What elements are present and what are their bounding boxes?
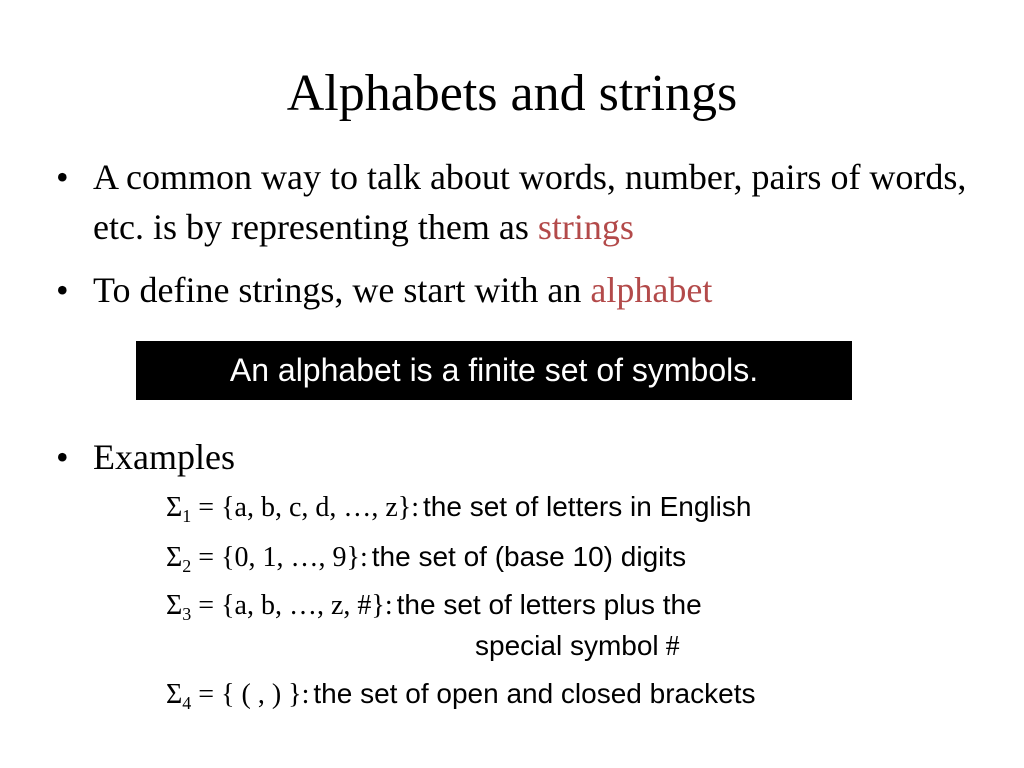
sigma-symbol: Σ	[166, 542, 183, 573]
bullet-text-main: A common way to talk about words, number, pairs of words, etc. is by representing them as	[93, 157, 967, 247]
sigma-index: 2	[182, 556, 192, 576]
bullet-text-main: To define strings, we start with an	[93, 270, 591, 310]
sigma-index: 4	[182, 693, 192, 713]
hash-symbol: #	[665, 631, 680, 662]
definition-text: An alphabet is a finite set of symbols.	[229, 352, 759, 388]
example-description: the set of letters in English	[423, 491, 752, 522]
set-definition: = {a, b, c, d, …, z}:	[191, 492, 420, 523]
example-row-1	[166, 487, 751, 528]
example-row-3-continuation	[475, 626, 680, 667]
sigma-symbol: Σ	[166, 492, 183, 523]
example-row-2	[166, 537, 686, 578]
bullet-marker: •	[56, 270, 69, 310]
sigma-symbol: Σ	[166, 679, 183, 710]
example-set	[166, 590, 393, 624]
example-description: the set of letters plus the	[396, 589, 702, 620]
example-description: the set of open and closed brackets	[313, 678, 756, 709]
bullet-text: Examples	[93, 437, 235, 477]
highlight-alphabet: alphabet	[590, 270, 713, 310]
sigma-index: 3	[182, 604, 192, 624]
set-definition: = {0, 1, …, 9}:	[191, 542, 368, 573]
sigma-index: 1	[182, 506, 192, 526]
example-row-3	[166, 585, 702, 626]
bullet-marker: •	[56, 437, 69, 477]
example-description: the set of (base 10) digits	[371, 541, 687, 572]
example-set	[166, 679, 310, 713]
bullet-text	[93, 152, 976, 252]
set-definition: = { ( , ) }:	[191, 679, 310, 710]
set-definition: = {a, b, …, z, #}:	[191, 590, 393, 621]
bullet-item-examples	[56, 432, 656, 482]
bullet-item-strings	[56, 152, 976, 252]
definition-box	[136, 341, 852, 400]
bullet-marker: •	[56, 157, 69, 197]
example-set	[166, 542, 368, 576]
bullet-text	[93, 265, 976, 315]
example-set	[166, 492, 420, 526]
highlight-strings: strings	[537, 207, 634, 247]
example-row-4	[166, 674, 755, 715]
example-description-cont: special symbol	[475, 630, 659, 661]
sigma-symbol: Σ	[166, 590, 183, 621]
slide-title: Alphabets and strings	[286, 65, 738, 122]
bullet-item-alphabet	[56, 265, 976, 315]
